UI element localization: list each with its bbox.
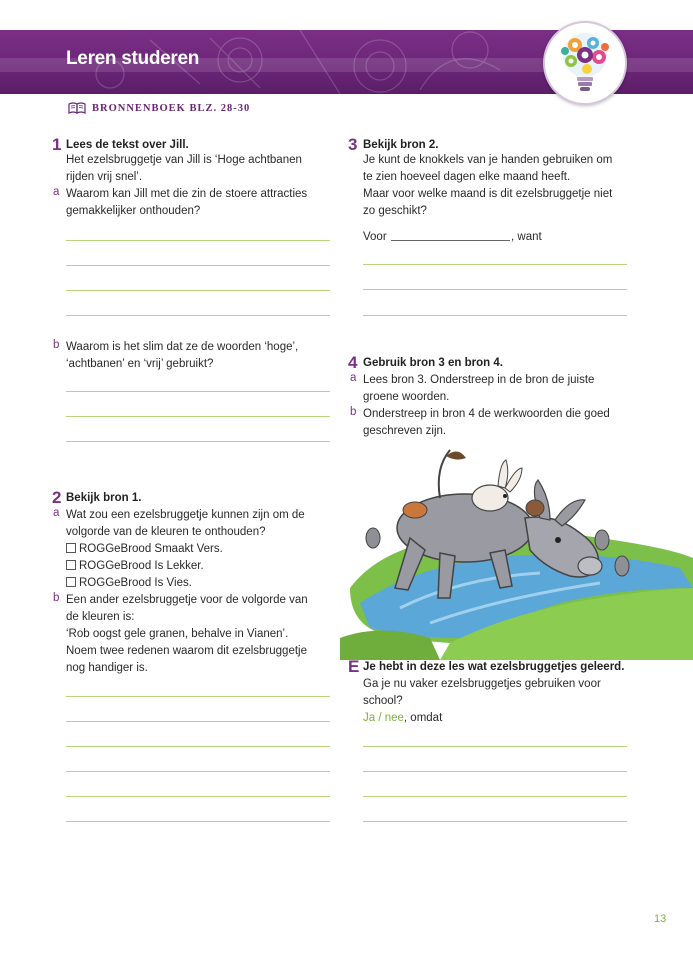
question-3-line-2: te zien hoeveel dagen elke maand heeft. [363,171,571,183]
question-2b-line-5: nog handiger is. [66,662,148,674]
answer-line[interactable] [66,441,330,442]
answer-line[interactable] [66,416,330,417]
answer-line[interactable] [363,315,627,316]
source-reference [68,102,250,114]
lightbulb-logo [543,21,627,105]
question-3-number: 3 [348,135,358,154]
option-checkbox-3[interactable] [66,575,192,592]
answer-line[interactable] [363,746,627,747]
answer-line[interactable] [66,265,330,266]
answer-line[interactable] [66,696,330,697]
lightbulb-gears-icon [545,23,625,103]
question-4a-line-1: Lees bron 3. Onderstreep in de bron de juiste [363,374,595,386]
answer-line[interactable] [363,821,627,822]
option-checkbox-1[interactable] [66,541,223,558]
question-4a-letter: a [350,372,357,384]
answer-line[interactable] [66,821,330,822]
question-1-intro-line-2: rijden vrij snel’. [66,171,143,183]
question-2b-line-2: de kleuren is: [66,611,135,623]
question-3-title: Bekijk bron 2. [363,139,439,151]
option-label: ROGGeBrood Is Lekker. [79,560,204,572]
question-1b-letter: b [53,339,60,351]
question-4b-letter: b [350,406,357,418]
answer-line[interactable] [66,290,330,291]
question-2a-line-1: Wat zou een ezelsbruggetje kunnen zijn om de [66,509,305,521]
page-title: Leren studeren [66,48,200,69]
question-4-title: Gebruik bron 3 en bron 4. [363,357,503,369]
answer-line[interactable] [363,289,627,290]
answer-line[interactable] [66,391,330,392]
question-e-line-1: Ga je nu vaker ezelsbruggetjes gebruiken voor [363,678,601,690]
answer-line[interactable] [363,771,627,772]
checkbox[interactable] [66,560,76,570]
question-2a-letter: a [53,507,60,519]
option-checkbox-2[interactable] [66,558,204,575]
option-label: ROGGeBrood Is Vies. [79,577,192,589]
question-e-answer [363,710,442,727]
question-2-number: 2 [52,488,62,507]
question-4b-line-1: Onderstreep in bron 4 de werkwoorden die goed [363,408,610,420]
question-1a-letter: a [53,186,60,198]
question-3-line-1: Je kunt de knokkels van je handen gebruiken om [363,154,613,166]
answer-line[interactable] [363,796,627,797]
question-e-title: Je hebt in deze les wat ezelsbruggetjes geleerd. [363,661,625,673]
question-e-number: E [348,657,360,676]
question-2-title: Bekijk bron 1. [66,492,142,504]
source-reference-label: BRONNENBOEK BLZ. 28-30 [92,102,251,114]
question-e-line-2: school? [363,695,403,707]
question-1b-line-1: Waarom is het slim dat ze de woorden ‘hoge’, [66,341,299,353]
fill-in-blank[interactable] [391,240,510,241]
question-1-title: Lees de tekst over Jill. [66,139,189,151]
page-number: 13 [654,913,667,925]
question-1a-line-1: Waarom kan Jill met die zin de stoere attracties [66,188,308,200]
question-2a-line-2: volgorde van de kleuren te onthouden? [66,526,266,538]
answer-line[interactable] [66,796,330,797]
answer-line[interactable] [66,240,330,241]
answer-line[interactable] [66,771,330,772]
question-4a-line-2: groene woorden. [363,391,450,403]
donkey-illustration [340,438,693,660]
question-3-line-3: Maar voor welke maand is dit ezelsbruggetje niet [363,188,613,200]
question-4b-line-2: geschreven zijn. [363,425,447,437]
question-2b-line-1: Een ander ezelsbruggetje voor de volgorde van [66,594,308,606]
question-1a-line-2: gemakkelijker onthouden? [66,205,201,217]
question-3-line-4: zo geschikt? [363,205,427,217]
book-icon [68,102,86,114]
answer-line[interactable] [66,315,330,316]
yes-no-choice[interactable]: Ja / nee [363,712,404,724]
answer-line[interactable] [66,721,330,722]
checkbox[interactable] [66,577,76,587]
question-1b-line-2: ‘achtbanen’ en ‘vrij’ gebruikt? [66,358,214,370]
question-e-answer-suffix: , omdat [403,712,443,724]
question-3-fill-prefix: Voor [363,231,387,243]
answer-line[interactable] [363,264,627,265]
question-2b-line-3: ‘Rob oogst gele granen, behalve in Vianen’. [66,628,289,640]
question-3-fill-suffix: , want [511,231,542,243]
question-1-intro-line-1: Het ezelsbruggetje van Jill is ‘Hoge achtbanen [66,154,302,166]
checkbox[interactable] [66,543,76,553]
option-label: ROGGeBrood Smaakt Vers. [79,543,223,555]
question-2b-letter: b [53,592,60,604]
question-4-number: 4 [348,353,358,372]
question-2b-line-4: Noem twee redenen waarom dit ezelsbruggetje [66,645,307,657]
question-1-number: 1 [52,135,62,154]
answer-line[interactable] [66,746,330,747]
